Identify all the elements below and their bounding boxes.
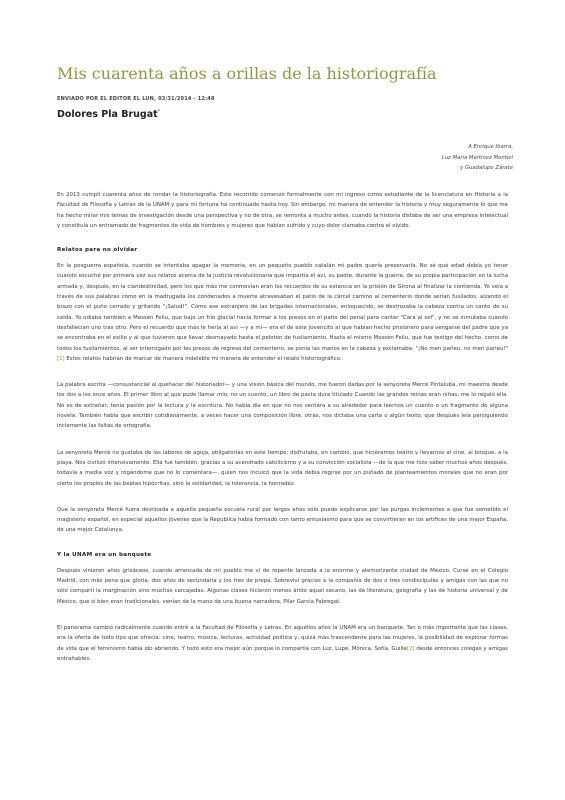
- paragraph: La senyoreta Mercè no gustaba de las labores de aguja, obligatorias en este tiempo; disfrutaba, en cambio, que hiciéramos teatro y llevarnos al cine, al bosque, a la playa. Nos civilizó intensivamente. Ella fue también, gracias a su acendrado catolicismo y a su convicción socialista —de la que me hizo saber muchos años después, todavía a media voz y rogándome que no lo comentara—, quien nos inculcó que la vida debía regirse por un puñado de planteamientos morales que no eran por cierto los propios de las beatas hipócritas, sino la solidaridad, la tolerancia, la honradez.: [57, 449, 508, 487]
- author-name: [57, 109, 160, 120]
- paragraph-text: El panorama cambió radicalmente cuando entré a la Facultad de Filosofía y Letras. En aquellos años la UNAM era un banquete. Tan o más importante que las clases, era la oferta de todo tipo que ofrecía: cine, teatro, música, lecturas, actividad política y, quizá más trascendente para las mujeres, la posibilidad de explorar formas de vida que el feminismo había ido abriendo. Y todo esto era mejor aún porque lo compartía con Luz, Lupe, Mónica, Sofía, Guille: [57, 624, 508, 652]
- footnote-link[interactable]: [1]: [57, 355, 65, 362]
- footnote-link[interactable]: [2]: [406, 645, 415, 652]
- section-heading: Relatos para no olvidar: [57, 247, 138, 254]
- paragraph-text: En la posguerra española, cuando se intentaba apagar la memoria, en un pequeño pueblo catalán mi padre quería preservarla. No sé qué edad debía yo tener cuando escuché por primera vez sus relatos acerca de la justicia revolucionaria que impartía el avi, su padre, durante la guerra, de su propia participación en la lucha armada y, después, en la clandestinidad, pero los que más me conmovían eran los recuerdos de su estancia en la prisión de Girona al finalizar la contienda. Yo veía a través de sus palabras cómo en la madrugada los condenados a muerte atravesaban el patio de la cárcel camino al cementerio donde serían fusilados, alzando el brazo con el puño cerrado y gritando "¡Salud!". Cómo ese extranjero de las brigadas internacionales, enloquecido, se destrozaba la cabeza contra un canto de su celda. Yo odiaba también a Mossèn Feliu, que bajo un frío glacial hacía formar a los presos en el patio del penal para cantar "Cara al sol", y no se inmutaba cuando desfallecían uno tras otro. Pero el recuerdo que más le hería al avi —y a mí— era el de este jovencito al que habían hecho prisionero para vengarse del padre que ya se encontraba en el exilio y al que tuvieron que llevar desmayado hasta el pelotón de fusilamiento. Hasta el mismo Mossèn Feliu, que fue testigo del hecho, como de todos los fusilamientos, al ser interrogado por los presos de regreso del cementerio, se ponía las manos en la cabeza y exclamaba: "¡No men parleu, no men parleu!": [57, 263, 508, 352]
- paragraph: [57, 261, 508, 364]
- paragraph: Que la senyoreta Mercè fuera destinada a aquella pequeña escuela rural por largos años sólo puede explicarse por las purgas inclementes a que fue sometido el magisterio español, en especial aquellos jóvenes que la República había formado con tanto entusiasmo para que se convirtieran en los artífices de una mejor España, de una mejor Catalunya.: [57, 506, 508, 534]
- paragraph-text: Estos relatos habrían de marcar de manera indeleble mi manera de entender el relato historiográfico.: [64, 355, 342, 362]
- article-body: [57, 190, 508, 680]
- author-footnote-link[interactable]: *: [157, 109, 161, 115]
- paragraph-text: desde entonces colegas y amigas entrañables.: [57, 645, 508, 662]
- author-label: Dolores Pla Brugat: [57, 109, 158, 121]
- article-title: Mis cuarenta años a orillas de la historiografía: [57, 64, 437, 83]
- section-heading: Y la UNAM era un banquete: [57, 551, 152, 558]
- intro-paragraph: En 2013 cumplí cuarenta años de rondar la historiografía. Este recorrido comenzó formalmente con mi ingreso como estudiante de la licenciatura en Historia a la Facultad de Filosofía y Letras de la UNAM y para mi fortuna ha continuado hasta hoy. Sin embargo, mi manera de entender la historia y muy seguramente lo que me ha hecho mirar mis temas de investigación desde una perspectiva y no de otra, se remonta a mucho antes, cuando la historia distaba de ser una empresa intelectual y constituía un entramado de fragmentos de vida de hombres y mujeres que habían sufrido y cuyo dolor clamaba contra el olvido.: [57, 192, 508, 229]
- paragraph: La palabra escrita —consustancial al quehacer del historiador— y una visión básica del mundo, me fueron dadas por la senyoreta Mercè Pintaluba, mi maestra desde los dos a los once años. El primer libro al que pude llamar mío, no un cuento, un libro de pasta dura titulado Cuando las grandes reinas eran niñas, me lo regaló ella. No es de extrañar, tenía pasión por la lectura y la escritura. No había día en que no nos sentara a su alrededor para leernos un cuento o un fragmento de alguna novela. También había que escribir cotidianamente, a veces hacer una composición libre, otras, nos dictaba una carta o algún texto, que después leía persiguiendo inclemente las faltas de ortografía.: [57, 382, 508, 430]
- paragraph: Después vinieron años grisáceos, cuando arrancada de mi pueblo me vi de repente lanzada a la enorme y atemorizante ciudad de México. Cursé en el Colegio Madrid, con más pena que gloria, dos años de secundaria y los tres de prepa. Sobreviví gracias a la compañía de dos o tres condiscípulas y amigas con las que no sólo compartí la marginación sino muchas carcajadas. Algunas clases hicieron menos árido aquel secano, las de literatura, geografía y las de historia universal y de México, que si bien eran tradicionales, venían de la mano de una buena narradora, Pilar García Fabregat.: [57, 567, 508, 605]
- dedication: [442, 142, 513, 174]
- post-meta: ENVIADO POR EL EDITOR EL LUN, 03/31/2014 - 12:48: [57, 96, 215, 102]
- dedication-line: y Guadalupe Zárate: [460, 165, 513, 171]
- dedication-line: Luz María Martínez Montiel: [441, 154, 513, 161]
- paragraph: [57, 623, 508, 664]
- dedication-line: A Enrique Ibarra,: [468, 144, 513, 150]
